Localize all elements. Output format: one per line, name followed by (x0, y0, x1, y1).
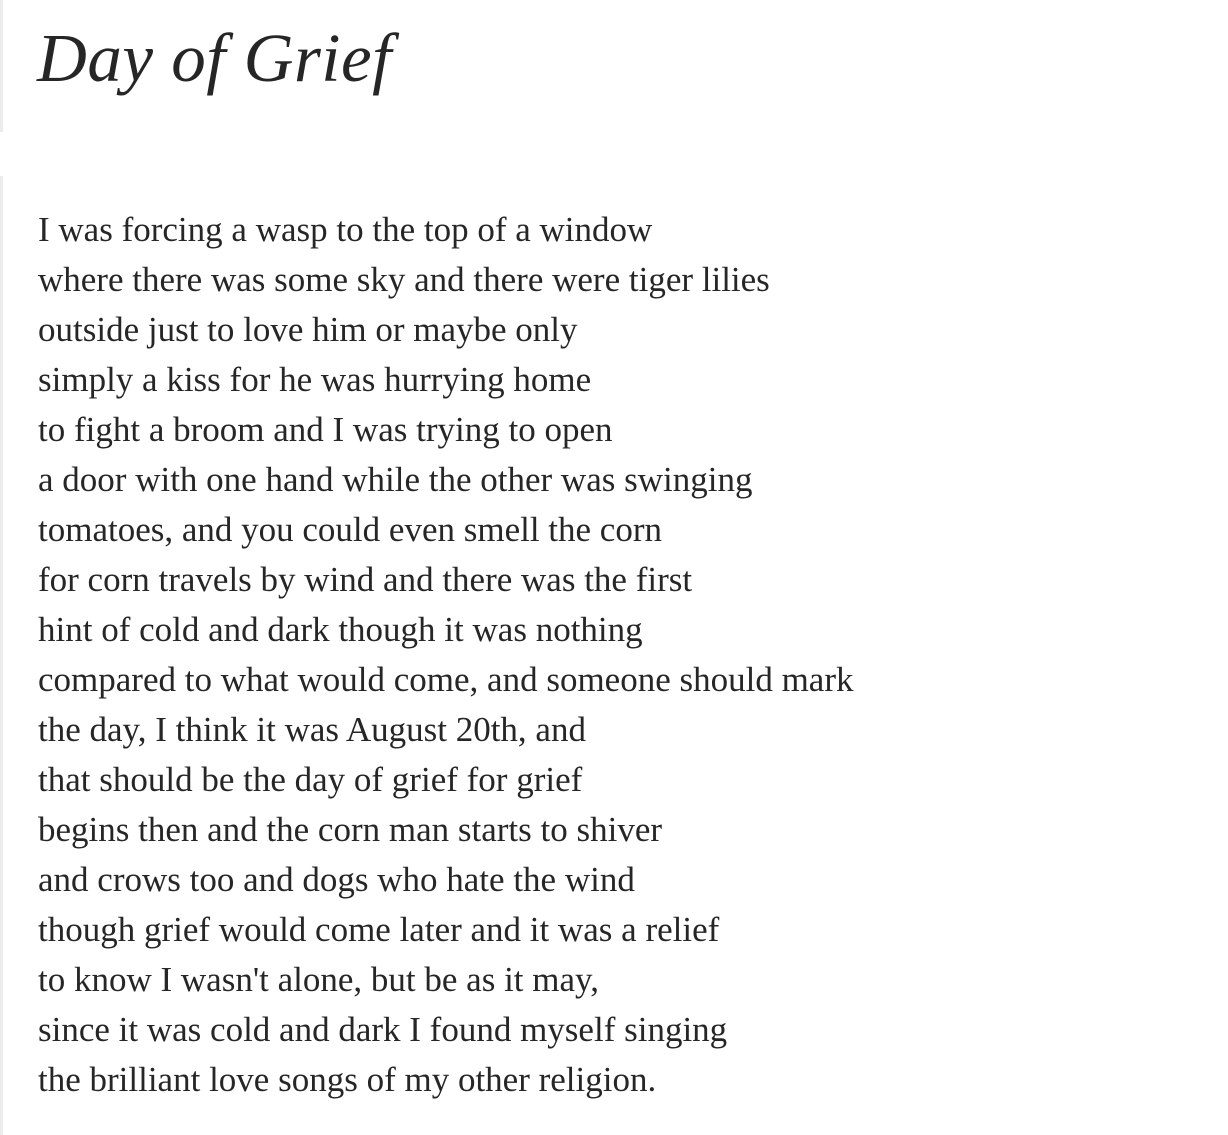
poem-line: that should be the day of grief for grief (38, 760, 583, 799)
poem-line: the day, I think it was August 20th, and (38, 710, 586, 749)
poem-line: to know I wasn't alone, but be as it may, (38, 960, 600, 999)
poem-line: I was forcing a wasp to the top of a window (38, 210, 653, 249)
poem-line: to fight a broom and I was trying to open (38, 410, 613, 449)
left-edge-divider (0, 0, 3, 132)
poem-line: though grief would come later and it was a relief (38, 910, 720, 949)
poem-line: hint of cold and dark though it was nothing (38, 610, 643, 649)
poem-line: for corn travels by wind and there was the first (38, 560, 693, 599)
poem-line: outside just to love him or maybe only (38, 310, 578, 349)
poem-line: and crows too and dogs who hate the wind (38, 860, 635, 899)
poem-line: compared to what would come, and someone should mark (38, 660, 854, 699)
left-edge-divider (0, 176, 3, 1135)
poem-line: tomatoes, and you could even smell the corn (38, 510, 663, 549)
poem-body (38, 205, 854, 1105)
poem-line: a door with one hand while the other was swinging (38, 460, 753, 499)
poem-line: the brilliant love songs of my other religion. (38, 1060, 657, 1099)
poem-line: simply a kiss for he was hurrying home (38, 360, 592, 399)
poem-line: since it was cold and dark I found myself singing (38, 1010, 728, 1049)
poem-line: where there was some sky and there were tiger lilies (38, 260, 770, 299)
poem-title: Day of Grief (37, 20, 392, 96)
poem-line: begins then and the corn man starts to shiver (38, 810, 663, 849)
